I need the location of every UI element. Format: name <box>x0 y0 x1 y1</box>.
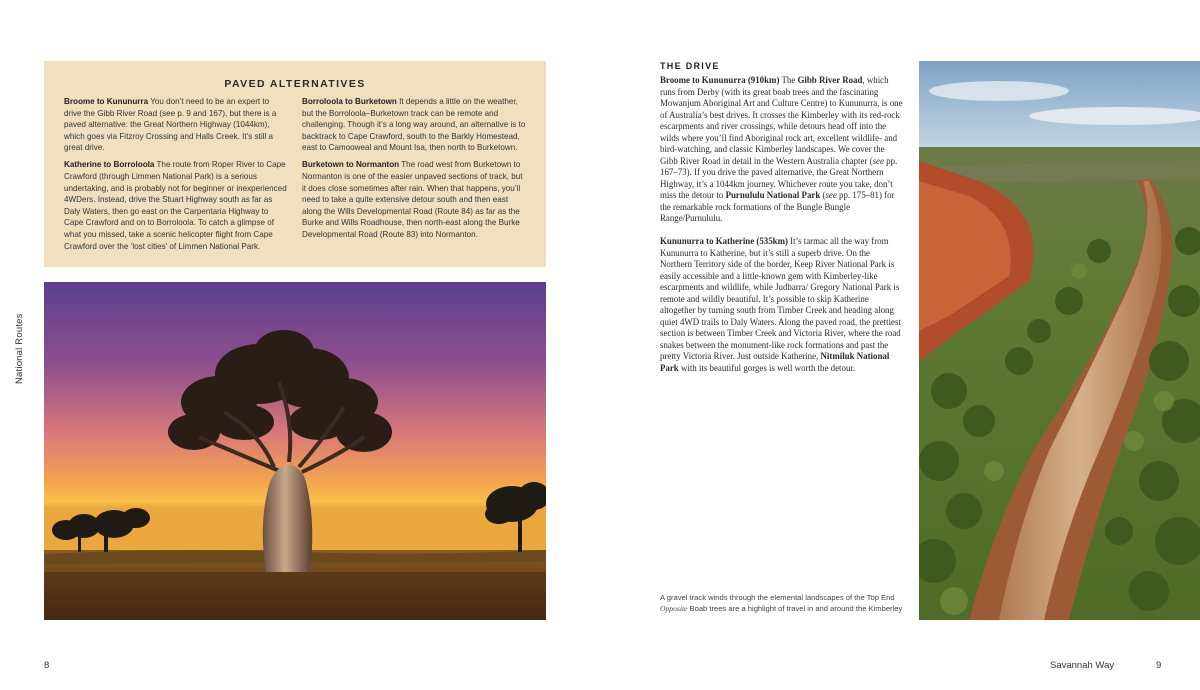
panel-title: PAVED ALTERNATIVES <box>224 78 366 90</box>
route-paragraph <box>64 96 288 154</box>
page-number-right: 9 <box>1156 660 1162 671</box>
drive-paragraph-kununurra-katherine: Kununurra to Katherine (535km) It’s tarmac all the way from Kununurra to Katherine, but it’s still a superb drive. On the Northern Territory side of the border, Keep River National Park is easily accessible and a little-known gem with Kimberley-like escarpments and wildlife, while Judbarra/ Gregory National Park is remote and wildly beautiful. It’s possible to skip Katherine altogether by turning south from Timber Creek and heading along quiet 4WD trails to Daly Waters. Along the paved road, the prettiest section is between Timber Creek and Victoria River, where the road snakes between the monument-like rock formations and past the pretty Victoria River. Just outside Katherine, Nitmiluk National Park with its beautiful gorges is well worth the detour. <box>660 236 901 373</box>
nitmiluk-park-name: Nitmiluk National Park <box>660 351 890 373</box>
aerial-gravel-road-photo <box>919 61 1200 620</box>
route-text: You don’t need to be an expert to drive the Gibb River Road (see p. 9 and 167), but there is a paved alternative: the Great Northern Highway (1044km), which goes via Fitzroy Crossing and Halls Creek. It’s still a great drive. <box>64 97 277 153</box>
route-lead: Burketown to Normanton <box>302 160 400 170</box>
panel-column-right <box>302 96 526 258</box>
route-paragraph <box>302 96 526 154</box>
drive-heading: THE DRIVE <box>660 61 720 71</box>
route-text: The road west from Burketown to Normanton is one of the easier unpaved sections of track, but it does close sometimes after rain. When that happens, you’ll need to take a quite extensive detour south and then east along the Wills Developmental Road (Route 84) as far as the Burke and Wills Roadhouse, then north-east along the Burke Developmental Road (Route 83) into Normanton. <box>302 160 523 240</box>
route-paragraph <box>302 159 526 240</box>
panel-column-left <box>64 96 288 258</box>
drive-body <box>660 75 903 386</box>
route-lead: Katherine to Borroloola <box>64 160 155 170</box>
leg-lead: Kununurra to Katherine (535km) <box>660 236 788 246</box>
boab-tree-sunset-photo <box>44 282 546 620</box>
page-number-left: 8 <box>44 660 50 671</box>
route-text: The route from Roper River to Cape Crawford (through Limmen National Park) is a serious undertaking, and is probably not for beginner or inexperienced 4WDers. Instead, drive the Stuart Highway south as far as Daly Waters, then go east on the Carpentaria Highway to Cape Crawford and on to Borroloola. To catch a glimpse of what you missed, take a scenic helicopter flight from Cape Crawford over the ‘lost cities’ of Limmen National Park. <box>64 160 287 251</box>
leg-lead: Broome to Kununurra (910km) <box>660 75 780 85</box>
photo-caption: A gravel track winds through the elemental landscapes of the Top End Opposite Boab trees are a highlight of travel in and around the Kimberley <box>660 593 903 613</box>
route-text: It depends a little on the weather, but the Borroloola–Burketown track can be remote and challenging. Though it’s a long way around, an alternative is to backtrack to Cape Crawford, south to the Barkly Homestead, east to Camooweal and Mount Isa, then north to Burketown. <box>302 97 526 153</box>
section-label: National Routes <box>14 313 25 384</box>
running-title: Savannah Way <box>1050 660 1115 671</box>
route-lead: Broome to Kununurra <box>64 97 149 106</box>
paved-alternatives-panel <box>44 61 546 267</box>
drive-paragraph-broome-kununurra: Broome to Kununurra (910km) The Gibb River Road, which runs from Derby (with its great boab trees and the fascinating Mowanjum Aboriginal Art and Culture Centre) to Kununurra, is one of Australia’s best drives. It crosses the Kimberley with its red-rock escarpments and river crossings, while detours head off into the wilds where you’ll find Aboriginal rock art, excellent wildlife- and bird-watching, and classic Kimberley landscapes. We cover the Gibb River Road in detail in the Western Australia chapter (see pp. 167–73). If you drive the paved alternative, the Great Northern Highway, it’s a 1044km journey. Whichever route you take, don’t miss the detour to Purnululu National Park (see pp. 175–81) for the remarkable rock formations of the Bungle Bungle Range/Purnululu. <box>660 75 903 223</box>
gibb-river-road-name: Gibb River Road <box>797 75 863 85</box>
route-lead: Borroloola to Burketown <box>302 97 397 106</box>
panel-columns <box>64 96 526 258</box>
route-paragraph <box>64 159 288 252</box>
purnululu-park-name: Purnululu National Park <box>725 190 821 200</box>
